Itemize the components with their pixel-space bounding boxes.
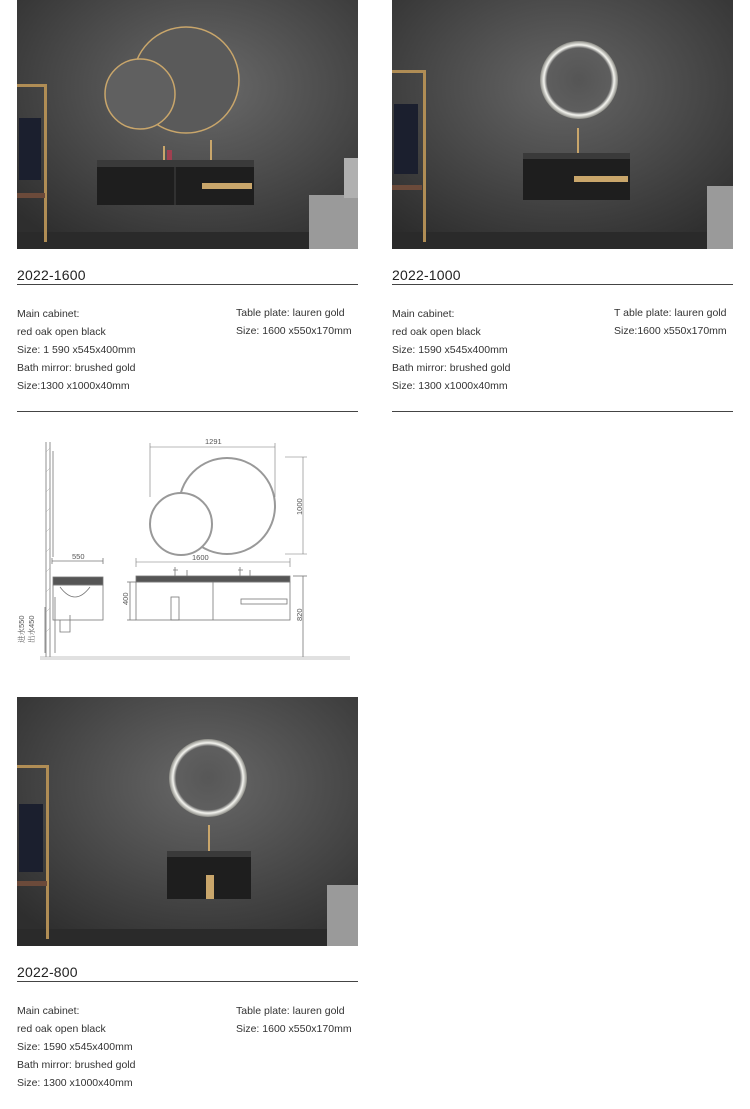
spec-line: Size: 1300 x1000x40mm xyxy=(392,380,508,392)
spec-line: Size: 1 590 x545x400mm xyxy=(17,344,136,356)
dim-install-height: 820 xyxy=(295,608,304,621)
spec-line: Main cabinet: xyxy=(392,308,455,320)
model-title: 2022-1600 xyxy=(17,267,86,283)
spec-line: Main cabinet: xyxy=(17,1005,80,1017)
divider xyxy=(392,411,733,412)
spec-line: Size:1600 x550x170mm xyxy=(614,325,727,337)
dim-outlet: 出水450 xyxy=(27,615,36,643)
product-photo-2022-1600 xyxy=(17,0,358,249)
spec-right xyxy=(236,1002,352,1038)
spec-line: red oak open black xyxy=(392,326,481,338)
model-title: 2022-800 xyxy=(17,964,78,980)
spec-line: Size: 1590 x545x400mm xyxy=(17,1041,133,1053)
spec-line: Bath mirror: brushed gold xyxy=(392,362,511,374)
spec-line: T able plate: lauren gold xyxy=(614,307,727,319)
divider xyxy=(17,981,358,982)
divider xyxy=(392,284,733,285)
spec-right xyxy=(236,304,352,340)
dim-inlet: 进水550 xyxy=(17,615,26,643)
spec-left xyxy=(17,305,135,395)
spec-left xyxy=(392,305,510,395)
spec-line: Size: 1590 x545x400mm xyxy=(392,344,508,356)
divider xyxy=(17,411,358,412)
spec-line: Table plate: lauren gold xyxy=(236,307,345,319)
spec-line: Size: 1600 x550x170mm xyxy=(236,325,352,337)
product-photo-2022-1000 xyxy=(392,0,733,249)
spec-line: Bath mirror: brushed gold xyxy=(17,362,136,374)
dim-depth: 550 xyxy=(72,552,85,561)
model-title: 2022-1000 xyxy=(392,267,461,283)
spec-left xyxy=(17,1002,135,1092)
spec-line: Table plate: lauren gold xyxy=(236,1005,345,1017)
dim-cabinet-height: 400 xyxy=(121,592,130,605)
dim-mirror-height: 1000 xyxy=(295,498,304,515)
spec-line: red oak open black xyxy=(17,1023,106,1035)
spec-line: Size: 1600 x550x170mm xyxy=(236,1023,352,1035)
product-photo-2022-800 xyxy=(17,697,358,946)
dim-width: 1600 xyxy=(192,553,209,562)
side-view xyxy=(45,442,103,657)
spec-line: Main cabinet: xyxy=(17,308,80,320)
floor-line xyxy=(40,657,350,659)
spec-right xyxy=(614,304,727,340)
spec-line: Size: 1300 x1000x40mm xyxy=(17,1077,133,1089)
front-view xyxy=(150,458,275,555)
spec-line: red oak open black xyxy=(17,326,106,338)
dimension-drawing xyxy=(15,437,355,665)
spec-line: Size:1300 x1000x40mm xyxy=(17,380,130,392)
dim-mirror-width: 1291 xyxy=(205,437,222,446)
spec-line: Bath mirror: brushed gold xyxy=(17,1059,136,1071)
divider xyxy=(17,284,358,285)
